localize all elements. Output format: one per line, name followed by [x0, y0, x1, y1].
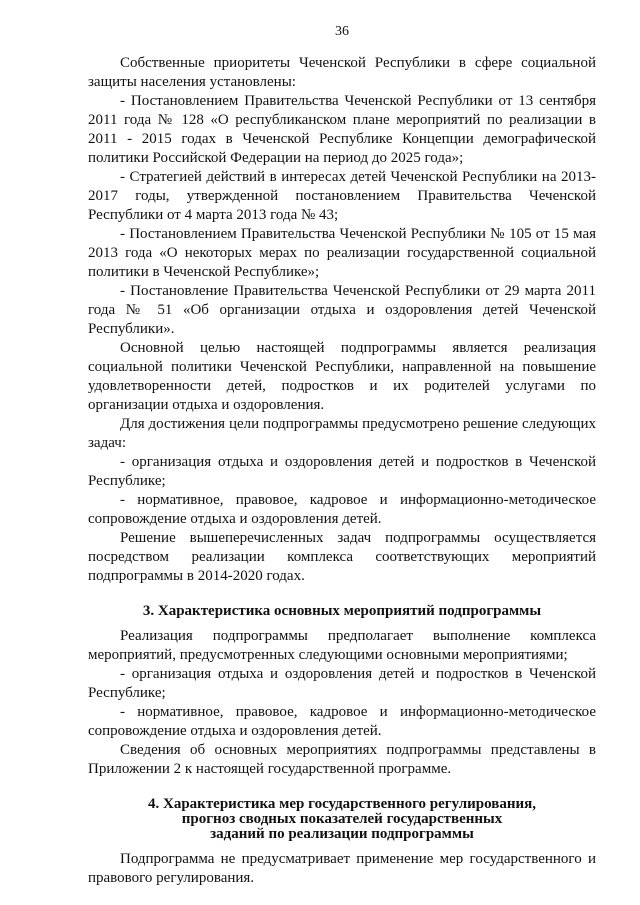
- page-number: 36: [335, 24, 349, 39]
- section-4-paragraph: Подпрограмма не предусматривает применение мер государственного и правового регулирования.: [88, 851, 596, 886]
- section-3-heading: 3. Характеристика основных мероприятий подпрограммы: [142, 603, 542, 619]
- priority-item: - Постановлением Правительства Чеченской Республики от 13 сентября 2011 года № 128 «О республиканском плане мероприятий по реализации в 2011 - 2015 годах в Чеченской Республике Концепции демографической политики Российской Федерации на период до 2025 года»;: [88, 93, 596, 166]
- section-4-heading: [88, 797, 596, 842]
- section-3-paragraph: Реализация подпрограммы предполагает выполнение комплекса мероприятий, предусмотренных следующими основными мероприятиями;: [88, 628, 596, 663]
- priority-item: - Постановлением Правительства Чеченской Республики № 105 от 15 мая 2013 года «О некоторых мерах по реализации государственной социальной политики в Чеченской Республике»;: [88, 226, 596, 280]
- section-4-heading-line: заданий по реализации подпрограммы: [210, 826, 474, 842]
- measure-item: - организация отдыха и оздоровления детей и подростков в Чеченской Республике;: [88, 666, 596, 701]
- solution-paragraph: Решение вышеперечисленных задач подпрограммы осуществляется посредством реализации комплекса соответствующих мероприятий подпрограммы в 2014-2020 годах.: [88, 530, 596, 584]
- section-3-reference-paragraph: Сведения об основных мероприятиях подпрограммы представлены в Приложении 2 к настоящей государственной программе.: [88, 742, 596, 777]
- goal-paragraph: Основной целью настоящей подпрограммы является реализация социальной политики Чеченской Республики, направленной на повышение удовлетворенности детей, подростков и их родителей услугами по организации отдыха и оздоровления.: [88, 340, 596, 413]
- section-4-heading-line: 4. Характеристика мер государственного регулирования,: [148, 796, 536, 812]
- section-4-heading-line: прогноз сводных показателей государственных: [181, 811, 503, 827]
- priority-item: - Постановление Правительства Чеченской Республики от 29 марта 2011 года № 51 «Об организации отдыха и оздоровления детей Чеченской Республики».: [88, 283, 596, 337]
- task-item: - организация отдыха и оздоровления детей и подростков в Чеченской Республике;: [88, 454, 596, 489]
- measure-item: - нормативное, правовое, кадровое и информационно-методическое сопровождение отдыха и оздоровления детей.: [88, 704, 596, 739]
- tasks-intro-paragraph: Для достижения цели подпрограммы предусмотрено решение следующих задач:: [88, 416, 596, 451]
- task-item: - нормативное, правовое, кадровое и информационно-методическое сопровождение отдыха и оздоровления детей.: [88, 492, 596, 527]
- page-content: [88, 54, 596, 888]
- priority-item: - Стратегией действий в интересах детей Чеченской Республики на 2013-2017 годы, утвержденной постановлением Правительства Чеченской Республики от 4 марта 2013 года № 43;: [88, 169, 596, 223]
- intro-paragraph: Собственные приоритеты Чеченской Республики в сфере социальной защиты населения установлены:: [88, 55, 596, 90]
